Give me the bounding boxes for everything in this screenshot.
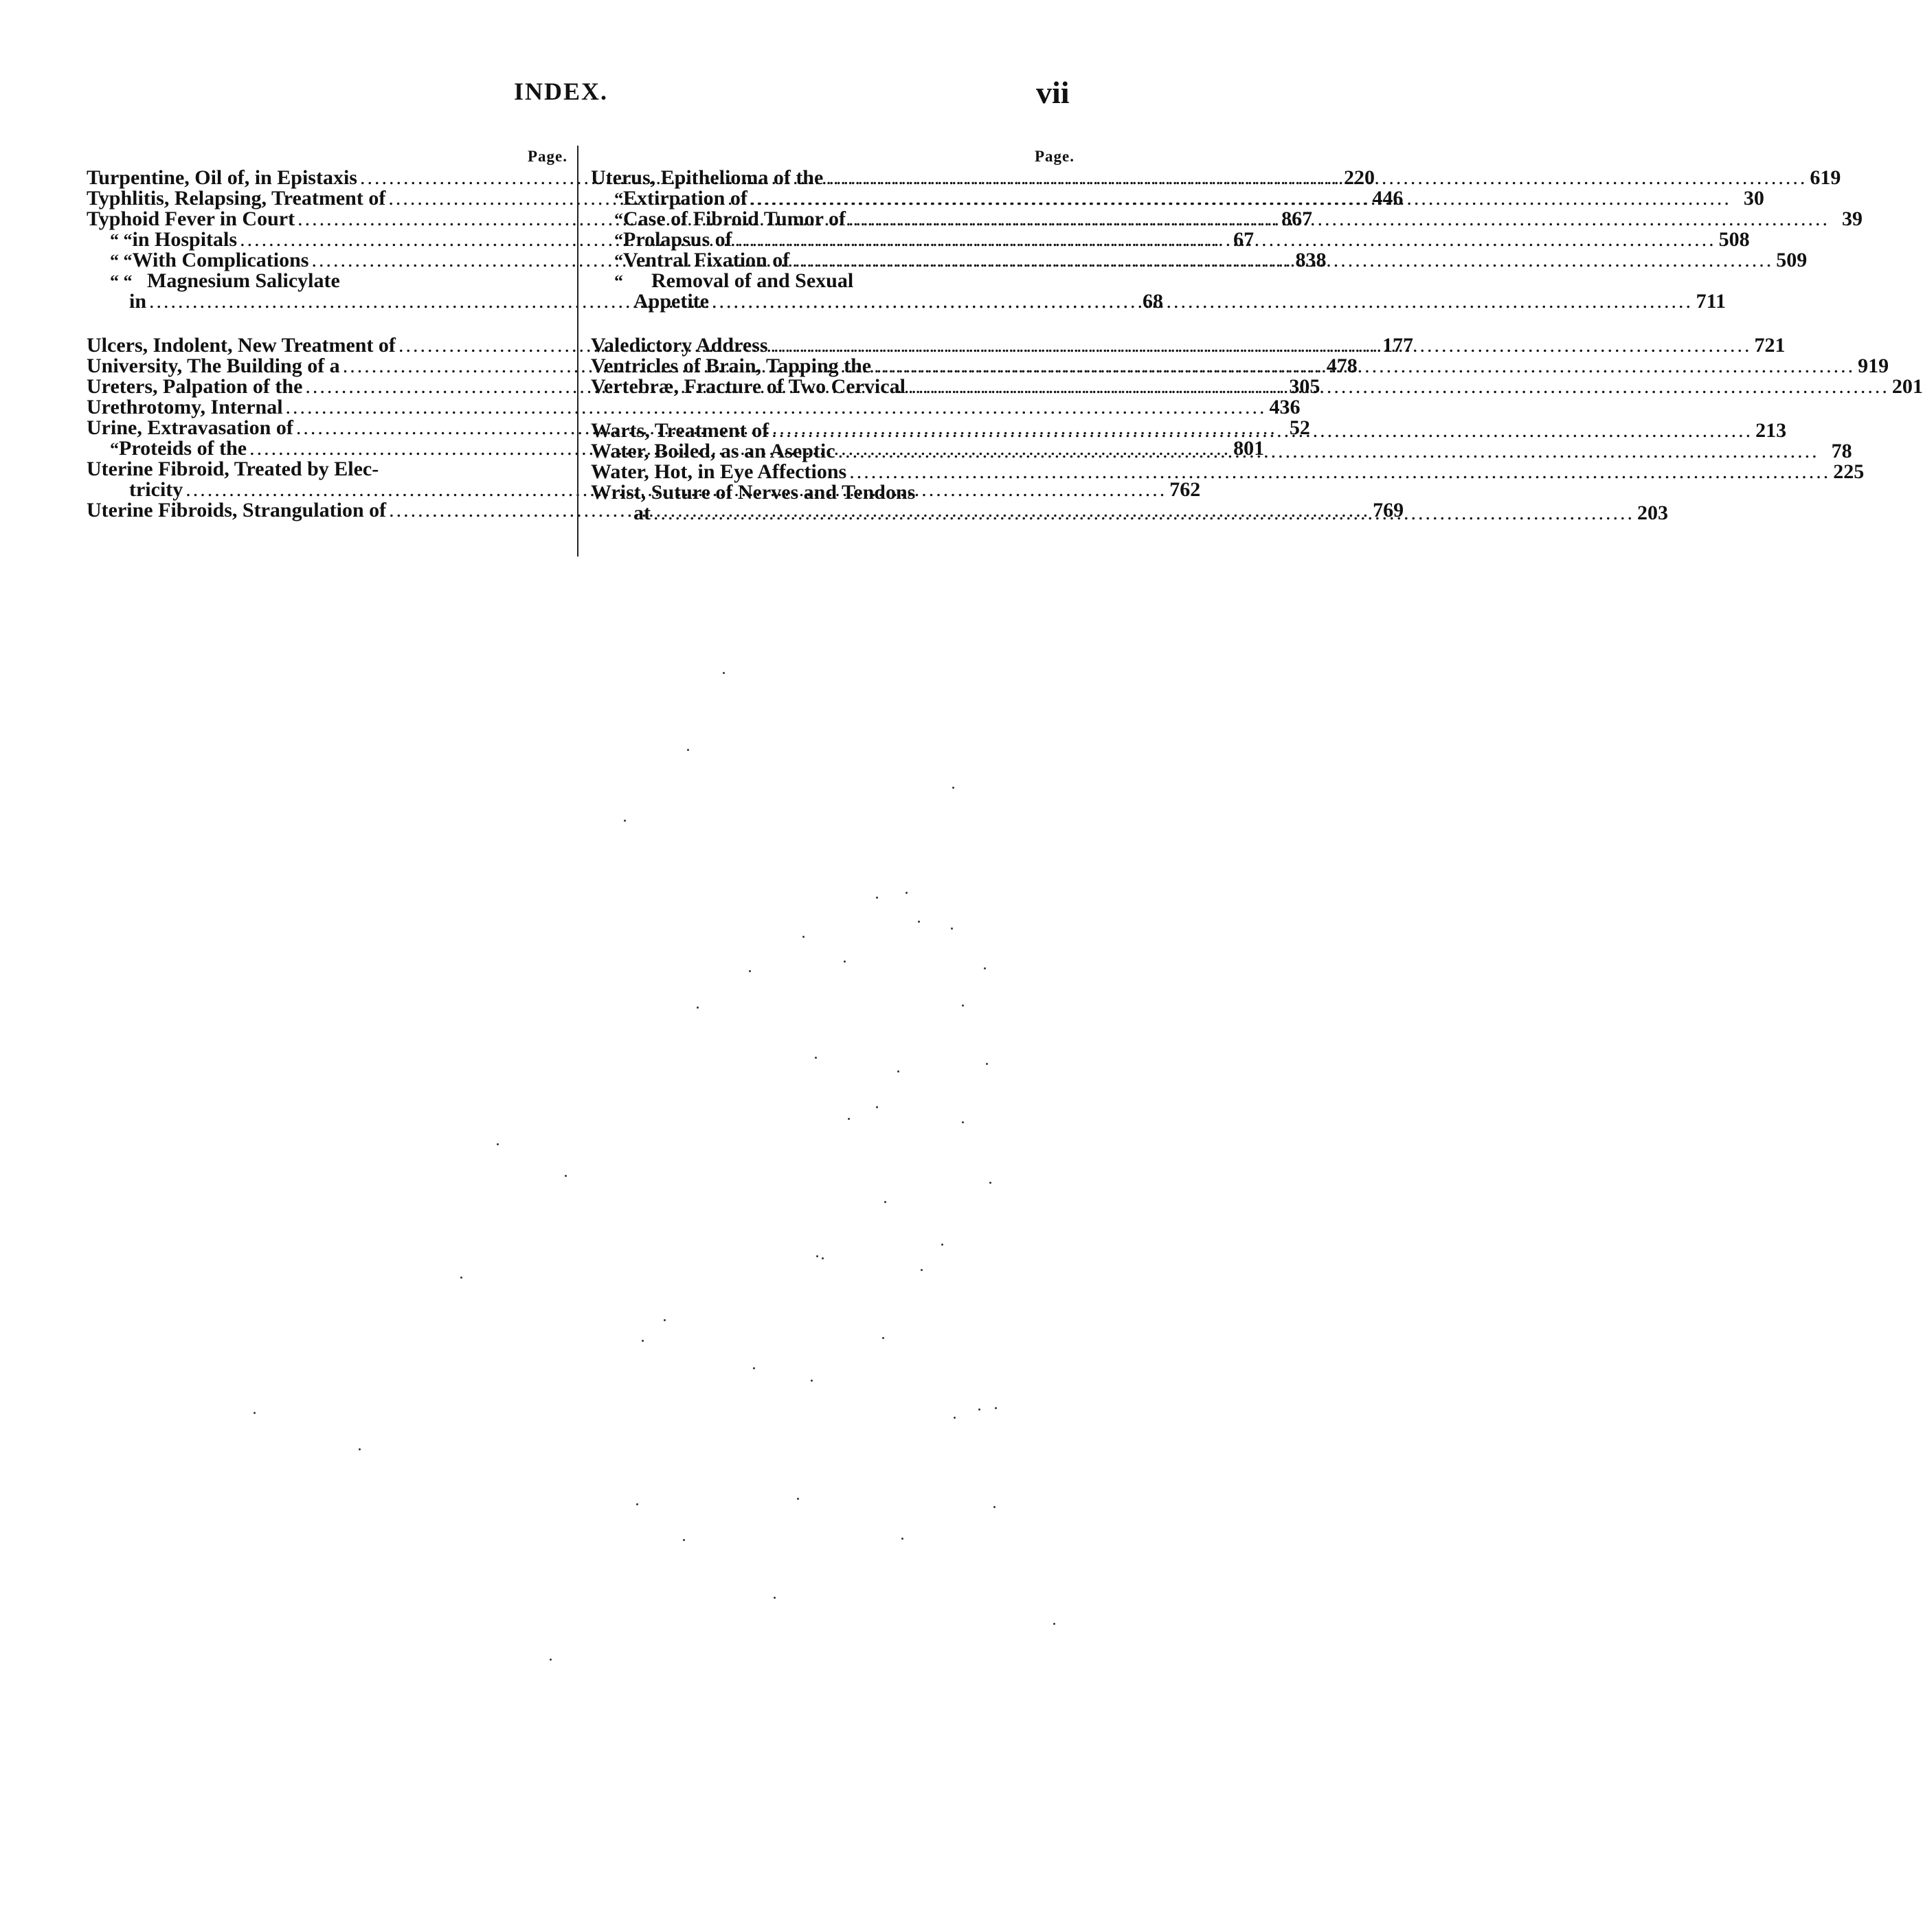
dot-leader xyxy=(771,335,1752,356)
ditto-mark: “ xyxy=(614,251,623,271)
scan-speck xyxy=(624,820,626,822)
scan-speck xyxy=(962,1004,964,1007)
index-entry-page: 203 xyxy=(1637,502,1668,524)
dot-leader xyxy=(772,416,1753,441)
scan-speck xyxy=(848,1118,850,1120)
index-entry-text: Typhlitis, Relapsing, Treatment of xyxy=(87,187,386,210)
scan-speck xyxy=(687,749,689,751)
index-entry-page: 68 xyxy=(1143,290,1164,313)
page-title: INDEX. xyxy=(514,78,609,105)
index-entry-text: Vertebræ, Fracture of Two Cervical xyxy=(591,375,906,398)
index-entry-page: 619 xyxy=(1810,166,1841,189)
scan-speck xyxy=(774,1597,776,1599)
column-divider xyxy=(577,146,578,557)
page-column-heading: Page. xyxy=(1034,148,1075,165)
scan-speck xyxy=(954,1417,956,1419)
dot-leader xyxy=(750,188,1731,209)
index-entry-page: 220 xyxy=(1343,166,1375,189)
scan-speck xyxy=(822,1257,824,1259)
index-entry xyxy=(87,396,1301,418)
scan-speck xyxy=(876,897,878,899)
scan-speck xyxy=(882,1337,884,1339)
group-spacer xyxy=(591,397,1075,420)
group-spacer xyxy=(591,312,1075,335)
ditto-mark: “ xyxy=(110,439,119,459)
index-entry-page: 39 xyxy=(1841,207,1863,230)
page-column-heading: Page. xyxy=(527,148,567,165)
scan-speck xyxy=(901,1538,903,1540)
scan-speck xyxy=(550,1659,552,1661)
scan-speck xyxy=(497,1143,499,1145)
dot-leader xyxy=(792,250,1773,271)
scan-speck xyxy=(844,961,846,963)
ditto-mark: “ xyxy=(614,189,623,209)
scan-speck xyxy=(460,1277,462,1279)
index-entry-text: Uterus, Epithelioma of the xyxy=(591,166,824,189)
scan-speck xyxy=(811,1380,813,1382)
index-entry-text: Extirpation of xyxy=(623,187,747,210)
index-entry-text: Proteids of the xyxy=(119,437,247,460)
scan-speck xyxy=(816,1255,818,1257)
dot-leader xyxy=(849,462,1830,482)
dot-leader xyxy=(712,291,1693,312)
scan-speck xyxy=(884,1201,886,1203)
index-entry-page: 201 xyxy=(1891,375,1923,398)
scan-speck xyxy=(897,1070,899,1072)
scan-speck xyxy=(978,1408,980,1411)
index-entry-text: in xyxy=(129,290,147,313)
index-entry-text: Water, Boiled, as an Aseptic xyxy=(591,440,835,462)
index-entry-page: 67 xyxy=(1233,228,1255,251)
index-entry-text: Ulcers, Indolent, New Treatment of xyxy=(87,334,396,357)
scan-speck xyxy=(753,1367,755,1369)
index-entry-text: Uterine Fibroid, Treated by Elec- xyxy=(87,458,379,480)
index-entry-page: 762 xyxy=(1169,478,1201,501)
index-entry-text: Valedictory Address xyxy=(591,334,768,357)
ditto-mark: “ “ xyxy=(110,271,133,291)
index-entry-text: Removal of and Sexual xyxy=(651,269,854,292)
index-entry-page: 919 xyxy=(1858,355,1889,377)
index-entry-page: 769 xyxy=(1373,499,1404,521)
index-entry-page: 305 xyxy=(1289,375,1320,398)
index-entry-text: Ventral Fixation of xyxy=(623,249,790,271)
dot-leader xyxy=(653,503,1634,524)
index-entry-page: 721 xyxy=(1754,334,1786,357)
index-entry xyxy=(87,271,567,291)
index-entry-page: 838 xyxy=(1295,249,1327,271)
dot-leader xyxy=(848,209,1830,229)
dot-leader xyxy=(838,441,1819,462)
index-entry-text: in Hospitals xyxy=(132,228,238,251)
index-entry-page: 509 xyxy=(1776,249,1808,271)
page-number: vii xyxy=(1036,75,1070,110)
ditto-mark: “ xyxy=(614,230,623,250)
index-entry-text: Case of Fibroid Tumor of xyxy=(623,207,846,230)
scan-speck xyxy=(697,1007,699,1009)
scan-speck xyxy=(962,1121,964,1123)
scan-speck xyxy=(921,1269,923,1271)
index-entry-page: 446 xyxy=(1372,187,1404,210)
index-entry-text: Prolapsus of xyxy=(623,228,732,251)
ditto-mark: “ xyxy=(614,271,623,291)
index-entry-text: Appetite xyxy=(633,290,709,313)
index-entry-page: 225 xyxy=(1833,460,1865,483)
scan-speck xyxy=(636,1503,638,1505)
index-entry-page: 436 xyxy=(1269,396,1301,418)
scan-speck xyxy=(815,1057,817,1059)
index-entry-text: With Complications xyxy=(132,249,309,271)
index-entry-text: Turpentine, Oil of, in Epistaxis xyxy=(87,166,357,189)
index-entry-page: 213 xyxy=(1755,419,1787,442)
ditto-mark: “ xyxy=(614,210,623,229)
index-entry-text: Water, Hot, in Eye Affections xyxy=(591,460,847,483)
index-entry-page: 711 xyxy=(1696,290,1726,313)
index-entry xyxy=(591,482,1075,503)
index-entry-text: tricity xyxy=(129,478,183,501)
ditto-mark: “ “ xyxy=(110,251,133,271)
running-head xyxy=(0,77,1155,118)
scan-speck xyxy=(876,1106,878,1108)
scan-speck xyxy=(941,1244,943,1246)
index-entry-text: Ventricles of Brain, Tapping the xyxy=(591,355,872,377)
index-entry-text: Ureters, Palpation of the xyxy=(87,375,303,398)
index-entry xyxy=(591,271,1075,291)
scan-speck xyxy=(995,1407,997,1409)
scan-speck xyxy=(986,1063,988,1065)
index-entry-text: Urine, Extravasation of xyxy=(87,416,293,439)
dot-leader xyxy=(874,356,1855,377)
scan-speck xyxy=(797,1498,799,1500)
scan-speck xyxy=(642,1340,644,1342)
scan-speck xyxy=(952,787,954,789)
scan-speck xyxy=(993,1506,996,1508)
index-entry-page: 478 xyxy=(1326,355,1358,377)
index-entry-text: Urethrotomy, Internal xyxy=(87,396,283,418)
group-spacer xyxy=(87,312,567,335)
index-entry-text: Warts, Treatment of xyxy=(591,419,769,442)
dot-leader xyxy=(826,168,1807,188)
scan-speck xyxy=(683,1539,685,1541)
index-entry-page: 508 xyxy=(1718,228,1750,251)
index-entry-text: at xyxy=(633,502,651,524)
index-entry-text: Magnesium Salicylate xyxy=(147,269,340,292)
scan-speck xyxy=(254,1412,256,1414)
scan-speck xyxy=(984,967,986,969)
dot-leader xyxy=(735,229,1716,250)
index-entry-page: 867 xyxy=(1281,207,1313,230)
scan-speck xyxy=(749,970,751,972)
index-entry xyxy=(87,499,1404,521)
scan-speck xyxy=(723,672,725,674)
scan-speck xyxy=(906,892,908,894)
scan-speck xyxy=(989,1182,991,1184)
index-entry xyxy=(87,459,567,480)
index-entry-page: 30 xyxy=(1743,187,1764,210)
index-entry-text: Uterine Fibroids, Strangulation of xyxy=(87,499,387,521)
index-entry-page: 801 xyxy=(1233,437,1265,460)
index-entry xyxy=(591,460,1865,483)
scan-speck xyxy=(359,1448,361,1450)
scan-speck xyxy=(565,1175,567,1177)
scan-speck xyxy=(802,936,805,938)
index-entry-text: University, The Building of a xyxy=(87,355,340,377)
scan-speck xyxy=(664,1319,666,1321)
index-entry-page: 177 xyxy=(1382,334,1413,357)
ditto-mark: “ “ xyxy=(110,230,133,250)
scan-speck xyxy=(918,921,920,923)
dot-leader xyxy=(908,377,1889,397)
scan-speck xyxy=(1053,1623,1055,1625)
index-entry-text: Typhoid Fever in Court xyxy=(87,207,295,230)
scan-speck xyxy=(951,928,953,930)
index-entry-page: 52 xyxy=(1289,416,1310,439)
index-entry-text: Wrist, Suture of Nerves and Tendons xyxy=(591,481,916,504)
index-entry-page: 78 xyxy=(1831,440,1852,462)
